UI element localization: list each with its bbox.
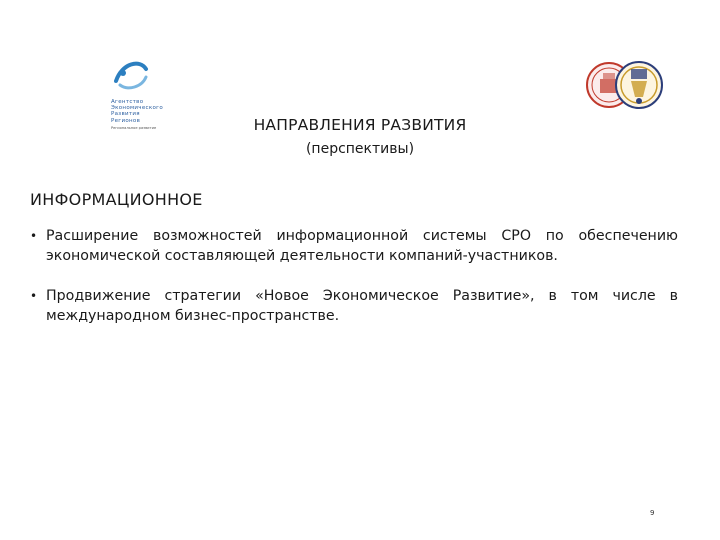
page-number: 9 [650, 509, 655, 517]
bullet-icon: • [30, 289, 38, 303]
bullet-text: Расширение возможностей информационной системы СРО по обеспечению экономической составляющей деятельности компаний-участников. [46, 228, 678, 264]
bullet-icon: • [30, 229, 38, 243]
bullet-text: Продвижение стратегии «Новое Экономическое Развитие», в том числе в международном бизнес-пространстве. [46, 288, 678, 324]
agency-name-line: Развития [111, 111, 140, 118]
agency-name-line: Экономического [111, 105, 164, 112]
list-item [30, 226, 678, 266]
agency-tagline: Региональное развитие [111, 126, 157, 130]
page-subtitle: (перспективы) [305, 141, 415, 157]
agency-name-line: Регионов [111, 117, 141, 124]
page-title: НАПРАВЛЕНИЯ РАЗВИТИЯ [253, 116, 467, 134]
bullet-list [30, 226, 678, 346]
city-seals-icon [585, 57, 665, 113]
agency-name-line: Агентство [111, 99, 144, 105]
list-item [30, 286, 678, 326]
section-heading: ИНФОРМАЦИОННОЕ [30, 190, 203, 209]
agency-emblem-icon [108, 55, 152, 95]
